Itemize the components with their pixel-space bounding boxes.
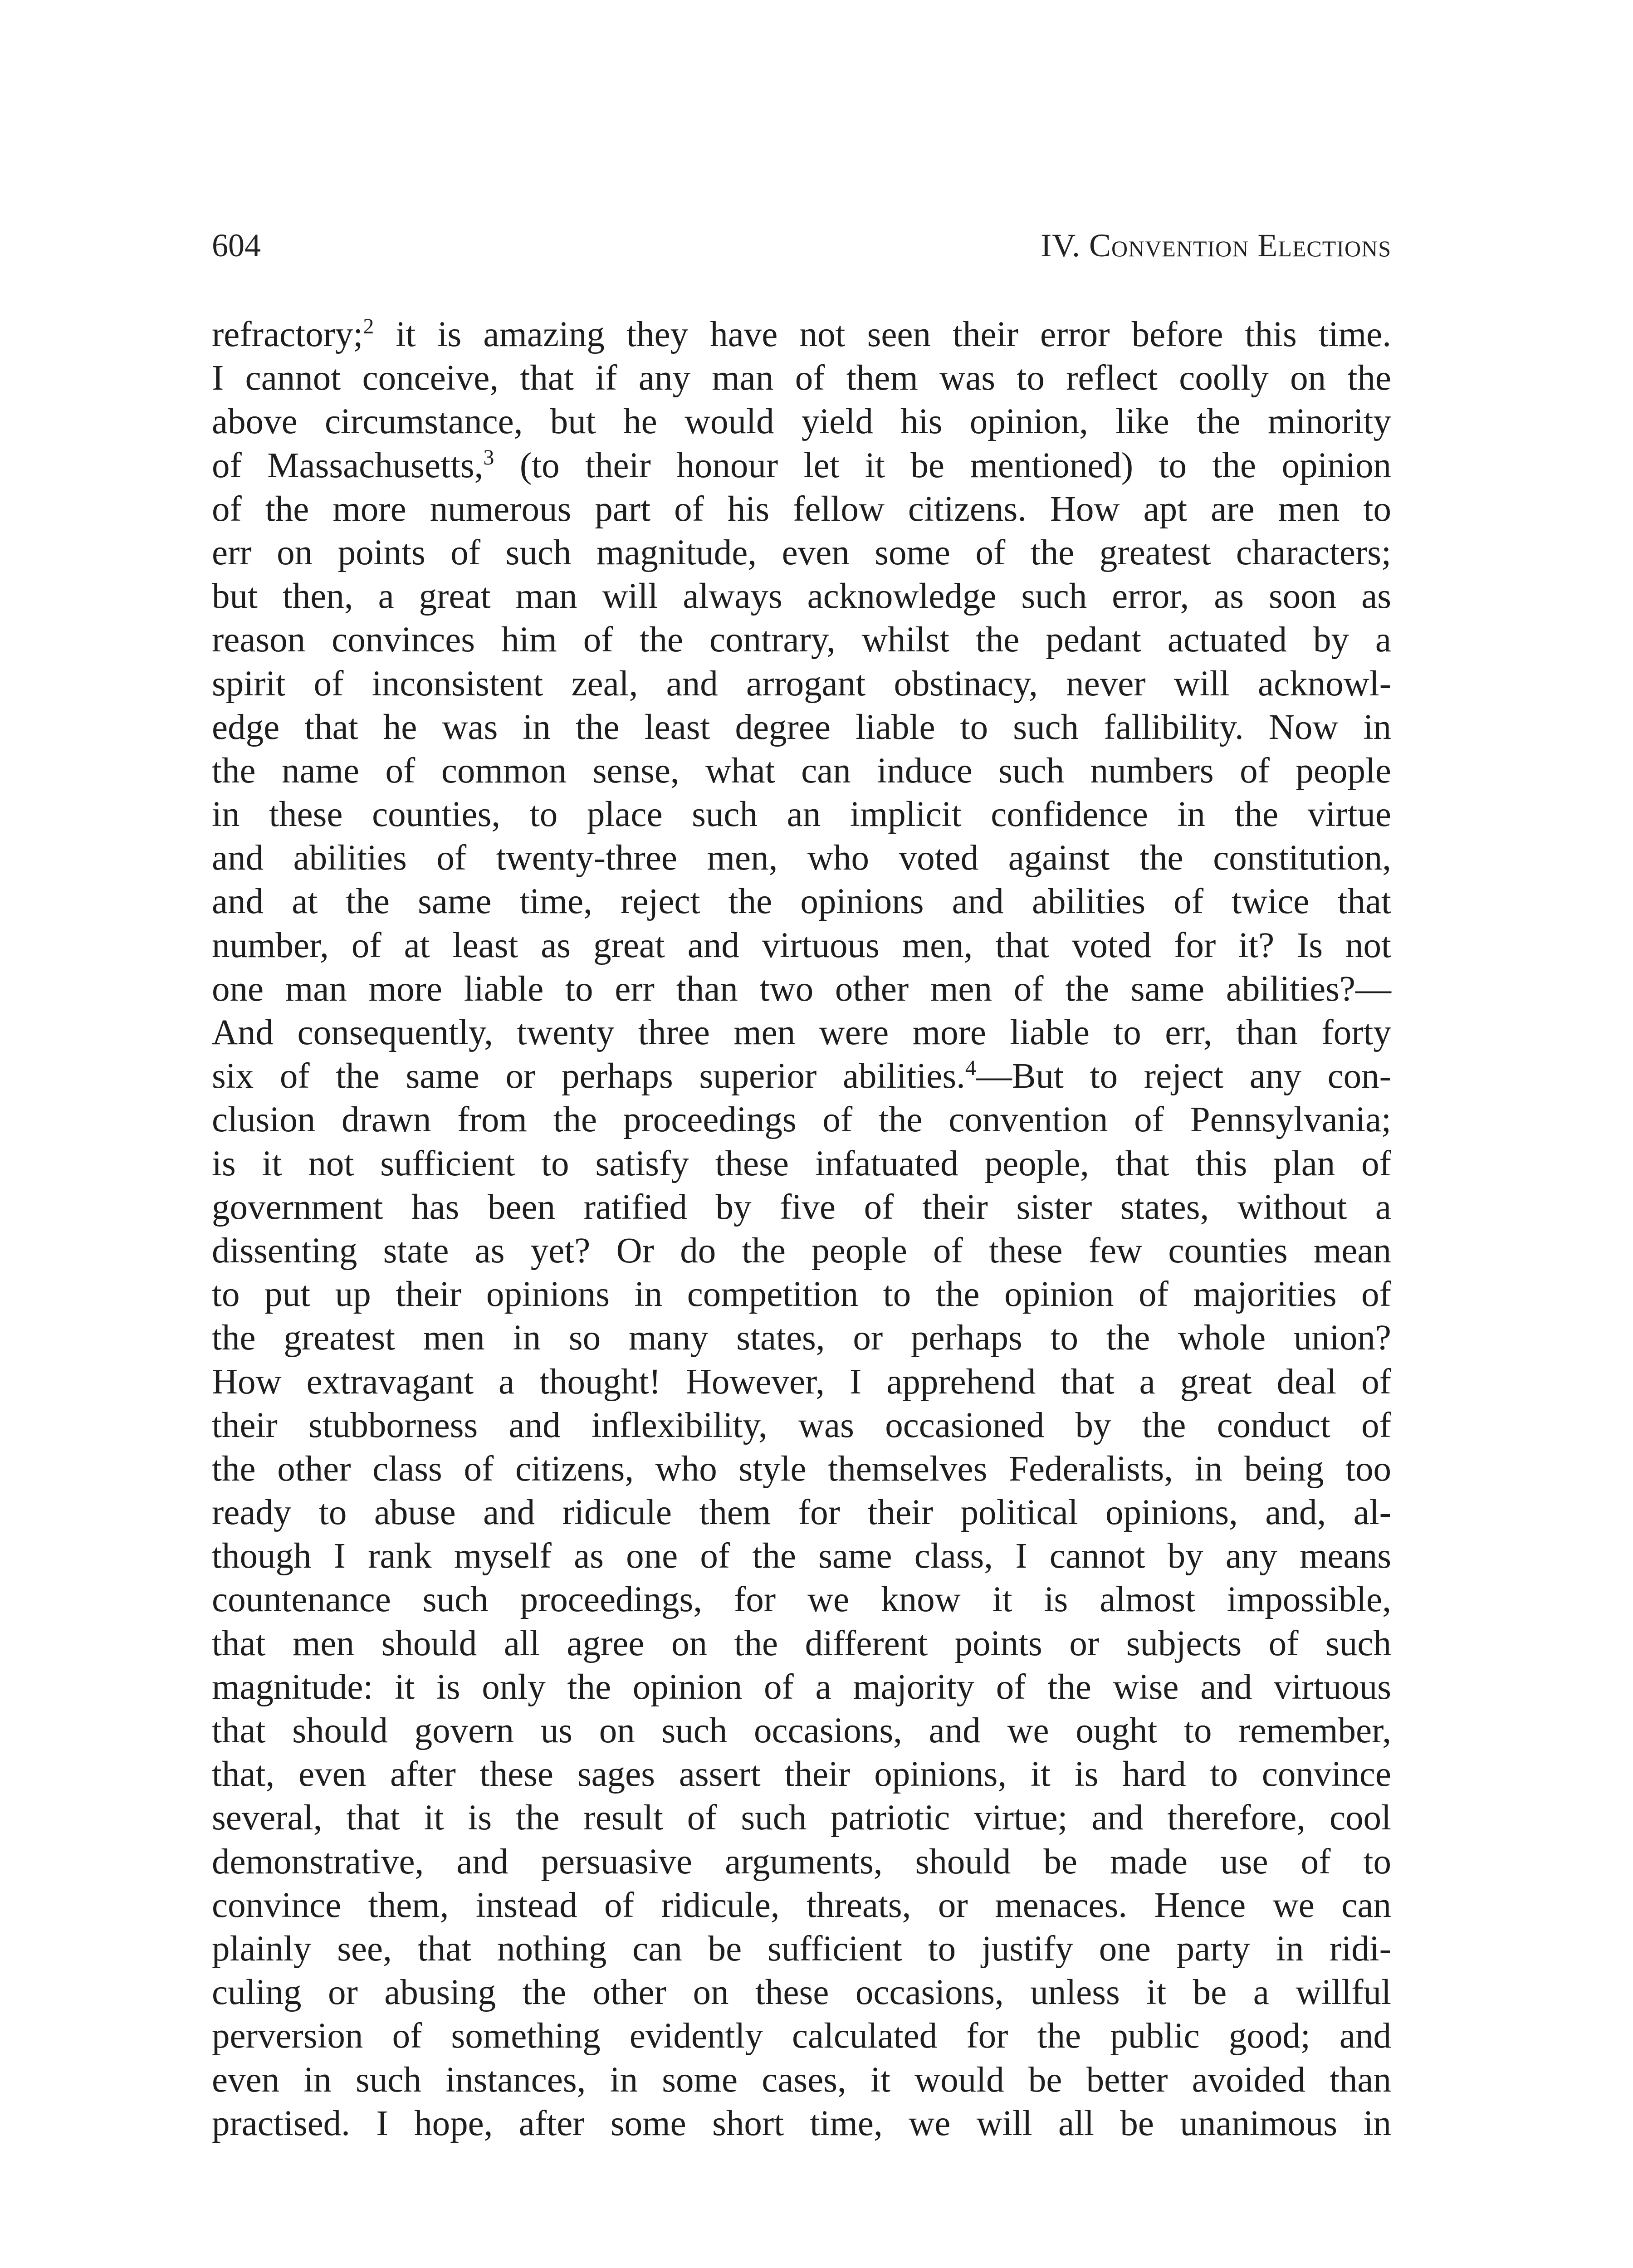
text-line <box>212 1622 1391 1666</box>
footnote-marker: 2 <box>363 314 374 338</box>
text-segment: of the more numerous part of his fellow citizens. How apt are men to <box>212 489 1391 529</box>
text-segment: several, that it is the result of such patriotic virtue; and therefore, cool <box>212 1798 1391 1838</box>
text-segment: convince them, instead of ridicule, threats, or menaces. Hence we can <box>212 1885 1391 1925</box>
text-segment: it is amazing they have not seen their error before this time. <box>374 315 1391 354</box>
text-segment: though I rank myself as one of the same class, I cannot by any means <box>212 1536 1391 1576</box>
text-line <box>212 1011 1391 1055</box>
page-number: 604 <box>212 227 261 264</box>
text-segment: demonstrative, and persuasive arguments, should be made use of to <box>212 1842 1391 1882</box>
text-segment: and abilities of twenty-three men, who voted against the constitution, <box>212 838 1391 878</box>
text-segment: (to their honour let it be mentioned) to the opinion <box>494 445 1391 485</box>
text-line <box>212 1229 1391 1273</box>
text-segment: I cannot conceive, that if any man of them was to reflect coolly on the <box>212 358 1391 398</box>
text-line <box>212 2014 1391 2058</box>
text-line <box>212 2102 1391 2146</box>
text-segment: edge that he was in the least degree liable to such fallibility. Now in <box>212 707 1391 747</box>
footnote-marker: 4 <box>965 1056 976 1080</box>
footnote-marker: 3 <box>483 445 494 469</box>
text-segment: is it not sufficient to satisfy these infatuated people, that this plan of <box>212 1144 1391 1183</box>
text-segment: that men should all agree on the different points or subjects of such <box>212 1623 1391 1663</box>
text-line <box>212 1186 1391 1229</box>
text-segment: number, of at least as great and virtuous men, that voted for it? Is not <box>212 925 1391 965</box>
text-segment: magnitude: it is only the opinion of a majority of the wise and virtuous <box>212 1667 1391 1707</box>
text-segment: culing or abusing the other on these occasions, unless it be a willful <box>212 1973 1391 2013</box>
text-segment: one man more liable to err than two other men of the same abilities?— <box>212 969 1391 1009</box>
text-line <box>212 1360 1391 1404</box>
text-segment: six of the same or perhaps superior abilities. <box>212 1056 965 1096</box>
body-text <box>212 313 1391 2146</box>
text-line <box>212 531 1391 575</box>
text-segment: perversion of something evidently calculated for the public good; and <box>212 2016 1391 2056</box>
text-segment: the greatest men in so many states, or perhaps to the whole union? <box>212 1318 1391 1358</box>
text-segment: that should govern us on such occasions, and we ought to remember, <box>212 1711 1391 1750</box>
text-line <box>212 575 1391 618</box>
text-segment: refractory; <box>212 315 363 354</box>
text-line <box>212 836 1391 880</box>
text-segment: reason convinces him of the contrary, whilst the pedant actuated by a <box>212 620 1391 660</box>
text-line <box>212 313 1391 357</box>
text-line <box>212 1055 1391 1098</box>
text-line <box>212 662 1391 706</box>
text-line <box>212 618 1391 662</box>
text-segment: above circumstance, but he would yield his opinion, like the minority <box>212 402 1391 442</box>
text-line <box>212 1884 1391 1927</box>
text-line <box>212 1273 1391 1316</box>
text-line <box>212 1666 1391 1709</box>
text-line <box>212 968 1391 1011</box>
text-line <box>212 488 1391 531</box>
text-segment: in these counties, to place such an implicit confidence in the virtue <box>212 795 1391 835</box>
text-line <box>212 2058 1391 2102</box>
text-line <box>212 357 1391 400</box>
text-segment: dissenting state as yet? Or do the people of these few counties mean <box>212 1231 1391 1271</box>
text-line <box>212 1840 1391 1884</box>
text-line <box>212 1578 1391 1622</box>
text-segment: plainly see, that nothing can be sufficient to justify one party in ridi- <box>212 1929 1391 1969</box>
text-line <box>212 1971 1391 2014</box>
text-line <box>212 1316 1391 1360</box>
text-segment: —But to reject any con- <box>976 1056 1391 1096</box>
text-segment: spirit of inconsistent zeal, and arrogant obstinacy, never will acknowl- <box>212 664 1391 704</box>
text-line <box>212 1447 1391 1491</box>
text-line <box>212 706 1391 749</box>
text-segment: of Massachusetts, <box>212 445 484 485</box>
text-segment: countenance such proceedings, for we know it is almost impossible, <box>212 1580 1391 1620</box>
text-line <box>212 1491 1391 1535</box>
running-title: IV. Convention Elections <box>1041 227 1391 264</box>
text-line <box>212 880 1391 924</box>
text-line <box>212 793 1391 836</box>
text-line <box>212 444 1391 488</box>
text-segment: clusion drawn from the proceedings of the convention of Pennsylvania; <box>212 1100 1391 1140</box>
text-segment: their stubborness and inflexibility, was occasioned by the conduct of <box>212 1405 1391 1445</box>
text-line <box>212 1709 1391 1753</box>
text-segment: even in such instances, in some cases, it would be better avoided than <box>212 2060 1391 2100</box>
text-segment: err on points of such magnitude, even some of the greatest characters; <box>212 533 1391 572</box>
text-segment: to put up their opinions in competition to the opinion of majorities of <box>212 1275 1391 1315</box>
text-segment: ready to abuse and ridicule them for their political opinions, and, al- <box>212 1493 1391 1533</box>
text-segment: government has been ratified by five of their sister states, without a <box>212 1187 1391 1227</box>
text-line <box>212 1927 1391 1971</box>
text-segment: and at the same time, reject the opinions and abilities of twice that <box>212 882 1391 922</box>
text-line <box>212 924 1391 968</box>
text-line <box>212 1142 1391 1186</box>
text-segment: And consequently, twenty three men were more liable to err, than forty <box>212 1013 1391 1052</box>
text-segment: but then, a great man will always acknowledge such error, as soon as <box>212 577 1391 616</box>
text-line <box>212 749 1391 793</box>
text-segment: practised. I hope, after some short time, we will all be unanimous in <box>212 2103 1391 2143</box>
text-line <box>212 1796 1391 1840</box>
text-segment: the name of common sense, what can induce such numbers of people <box>212 751 1391 791</box>
text-segment: How extravagant a thought! However, I apprehend that a great deal of <box>212 1362 1391 1402</box>
text-line <box>212 1404 1391 1447</box>
text-segment: that, even after these sages assert their opinions, it is hard to convince <box>212 1755 1391 1794</box>
text-line <box>212 1535 1391 1578</box>
text-line <box>212 400 1391 444</box>
text-line <box>212 1753 1391 1796</box>
text-line <box>212 1098 1391 1142</box>
text-segment: the other class of citizens, who style themselves Federalists, in being too <box>212 1449 1391 1489</box>
